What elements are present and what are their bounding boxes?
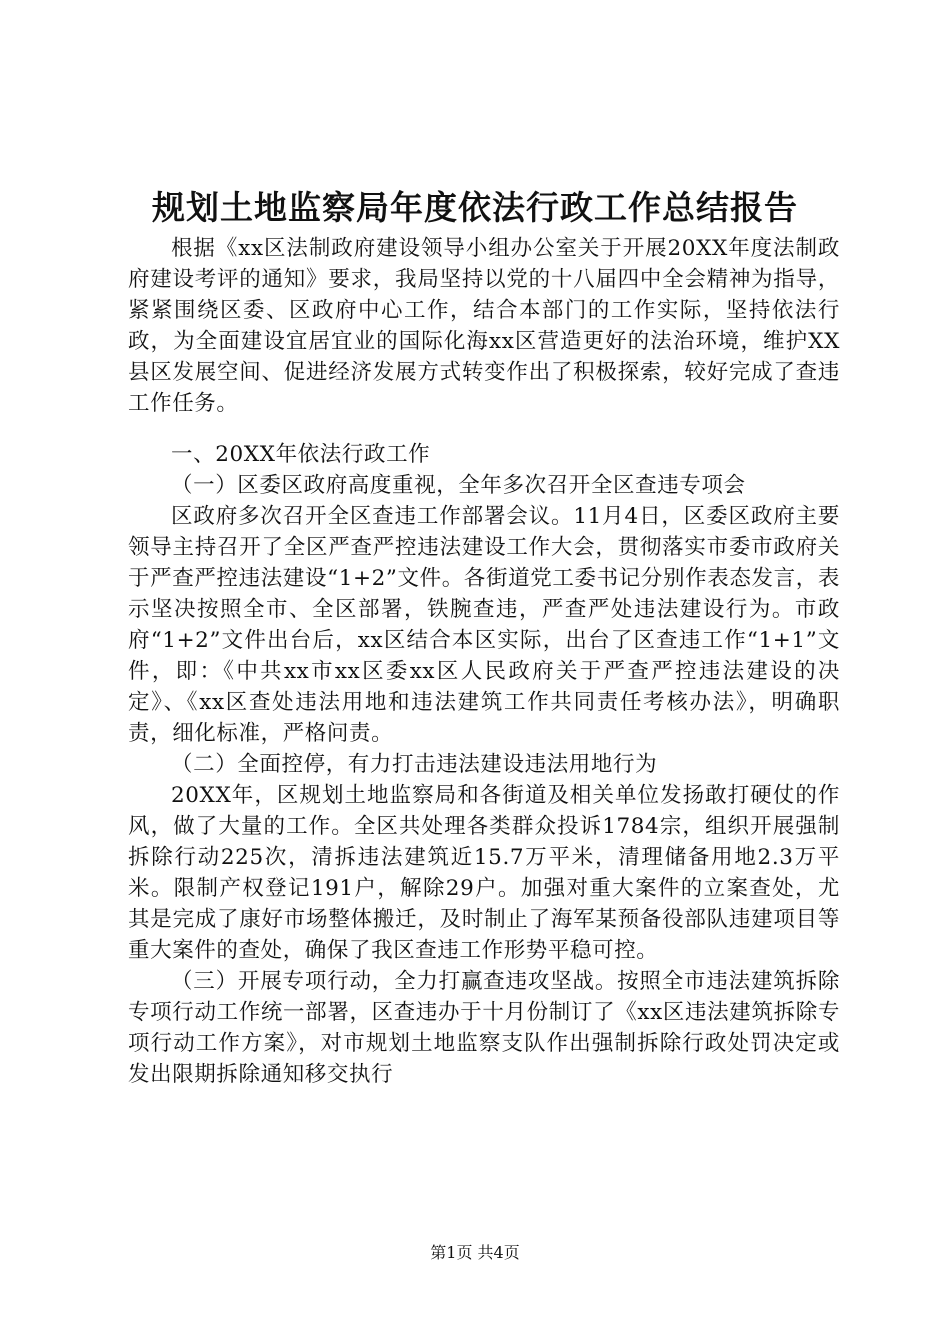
subsection-heading-2: （二）全面控停，有力打击违法建设违法用地行为 — [171, 752, 658, 777]
document-body — [128, 233, 840, 1090]
section-heading-1: 一、20XX年依法行政工作 — [171, 442, 431, 467]
body-paragraph-3: （三）开展专项行动，全力打赢查违攻坚战。按照全市违法建筑拆除专项行动工作统一部署，区查违办于十月份制订了《xx区违法建筑拆除专项行动工作方案》，对市规划土地监察支队作出强制拆除行政处罚决定或发出限期拆除通知移交执行 — [128, 969, 840, 1087]
subsection-heading-1: （一）区委区政府高度重视，全年多次召开全区查违专项会 — [171, 473, 746, 498]
page-footer: 第1页 共4页 — [430, 1243, 520, 1262]
intro-paragraph: 根据《xx区法制政府建设领导小组办公室关于开展20XX年度法制政府建设考评的通知》要求，我局坚持以党的十八届四中全会精神为指导，紧紧围绕区委、区政府中心工作，结合本部门的工作实际，坚持依法行政，为全面建设宜居宜业的国际化海xx区营造更好的法治环境，维护XX县区发展空间、促进经济发展方式转变作出了积极探索，较好完成了查违工作任务。 — [128, 236, 840, 416]
body-paragraph-1: 区政府多次召开全区查违工作部署会议。11月4日，区委区政府主要领导主持召开了全区严查严控违法建设工作大会，贯彻落实市委市政府关于严查严控违法建设“1+2”文件。各街道党工委书记分别作表态发言，表示坚决按照全市、全区部署，铁腕查违，严查严处违法建设行为。市政府“1+2”文件出台后，xx区结合本区实际，出台了区查违工作“1+1”文件，即：《中共xx市xx区委xx区人民政府关于严查严控违法建设的决定》、《xx区查处违法用地和违法建筑工作共同责任考核办法》，明确职责，细化标准，严格问责。 — [128, 504, 840, 746]
document-title: 规划土地监察局年度依法行政工作总结报告 — [152, 188, 798, 227]
body-paragraph-2: 20XX年，区规划土地监察局和各街道及相关单位发扬敢打硬仗的作风，做了大量的工作。全区共处理各类群众投诉1784宗，组织开展强制拆除行动225次，清拆违法建筑近15.7万平米，清理储备用地2.3万平米。限制产权登记191户，解除29户。加强对重大案件的立案查处，尤其是完成了康好市场整体搬迁，及时制止了海军某预备役部队违建项目等重大案件的查处，确保了我区查违工作形势平稳可控。 — [128, 783, 840, 963]
